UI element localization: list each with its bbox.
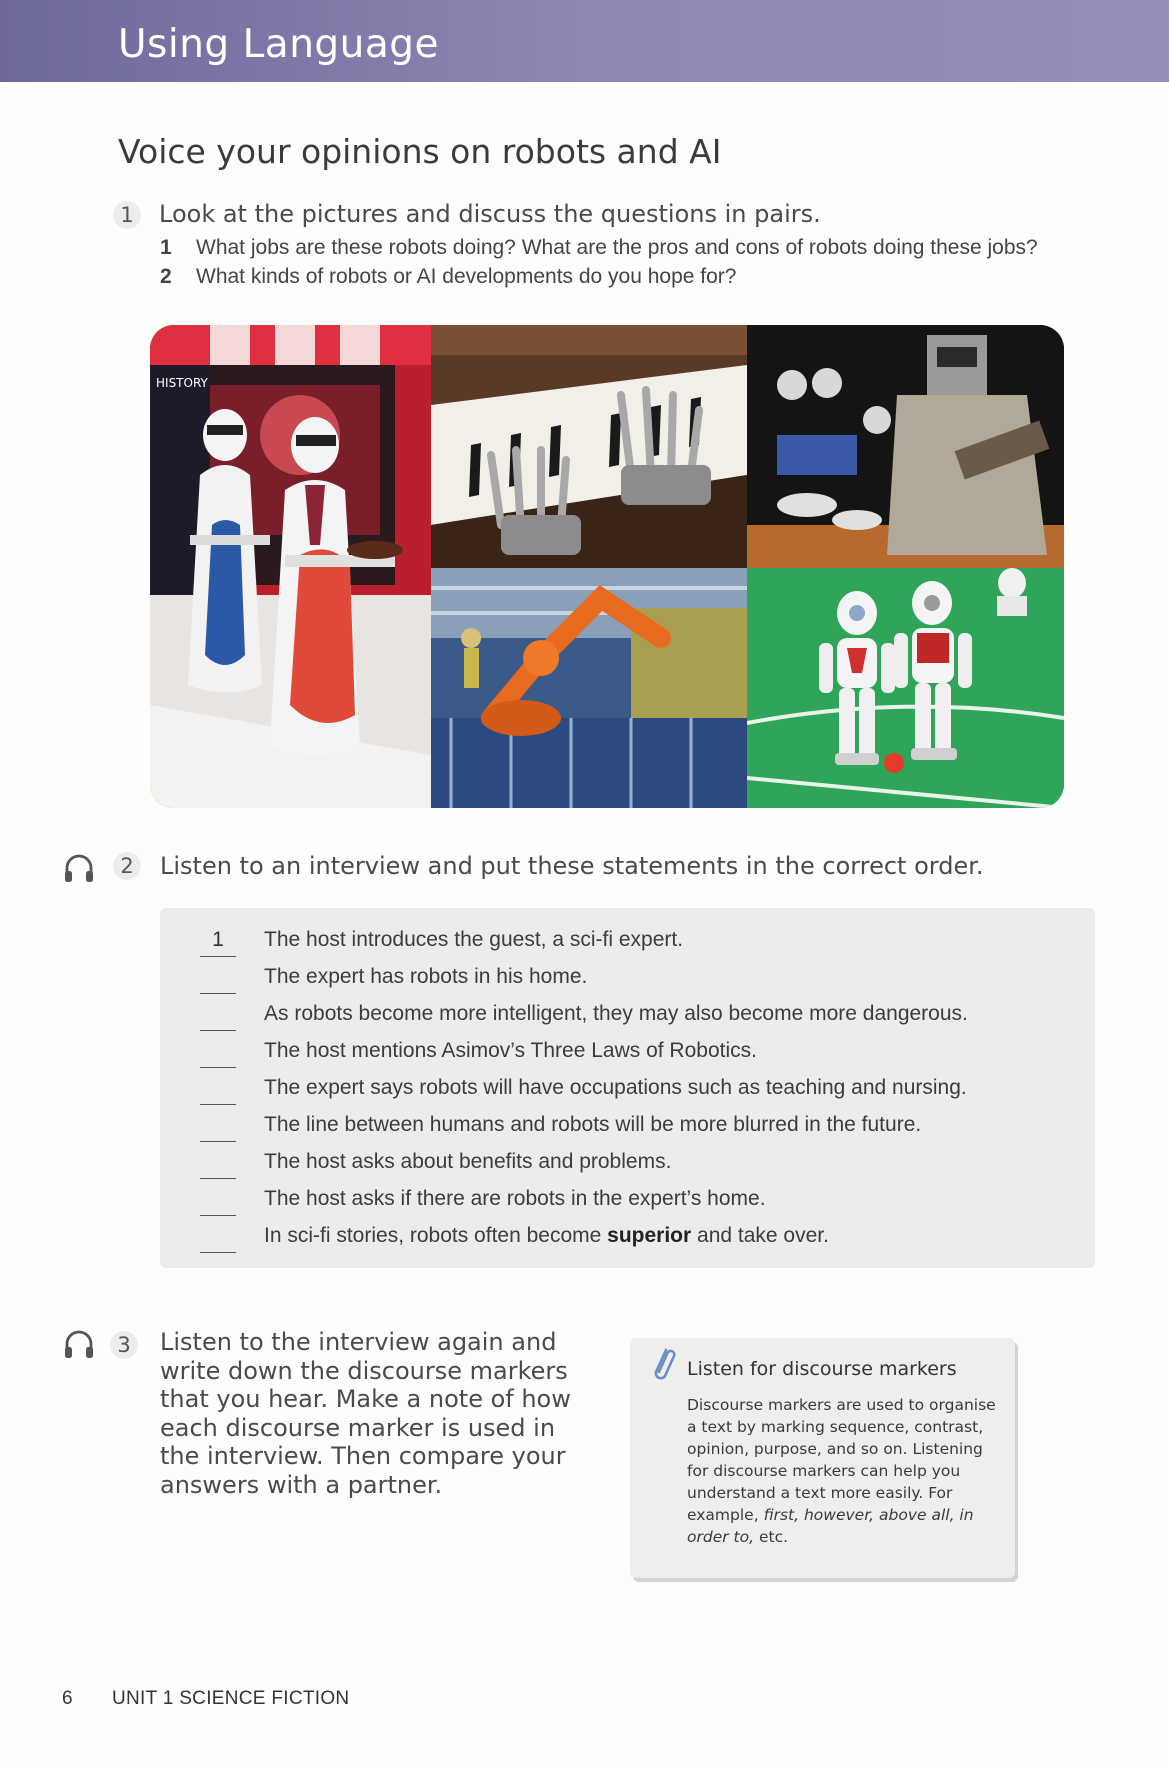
exercise-1-instruction: Look at the pictures and discuss the questions in pairs.	[159, 200, 821, 228]
statement-text: The line between humans and robots will be more blurred in the future.	[264, 1113, 922, 1136]
answer-blank[interactable]	[200, 1039, 236, 1068]
answer-blank[interactable]	[200, 1076, 236, 1105]
question-item	[160, 236, 1038, 260]
tip-box	[630, 1338, 1015, 1578]
statement-order-list	[160, 908, 1095, 1268]
robot-photo-collage	[150, 325, 1064, 808]
statement-text: The host asks if there are robots in the expert’s home.	[264, 1187, 766, 1210]
tip-title: Listen for discourse markers	[687, 1358, 957, 1380]
question-item	[160, 265, 736, 289]
keyword-superior: superior	[607, 1224, 692, 1247]
history-sign: HISTORY	[156, 376, 208, 390]
unit-label: UNIT 1 SCIENCE FICTION	[112, 1688, 350, 1709]
tip-body	[687, 1394, 1005, 1548]
exercise-3-instruction: Listen to the interview again and write down the discourse markers that you hear. Make a note of how each discourse marker is used in the interview. Then compare your answers with a partner.	[160, 1328, 571, 1499]
tip-body-text: Discourse markers are used to organise a text by marking sequence, contrast, opinion, purpose, and so on. Listening for discourse markers can help you understand a text more easily. For example,	[687, 1396, 996, 1524]
question-text: What kinds of robots or AI developments do you hope for?	[196, 265, 737, 288]
headphones-icon[interactable]	[62, 851, 96, 885]
answer-blank[interactable]	[200, 1187, 236, 1216]
banner-title: Using Language	[118, 22, 440, 67]
page-number: 6	[62, 1688, 73, 1709]
statement-text: The expert has robots in his home.	[264, 965, 588, 988]
lesson-title: Voice your opinions on robots and AI	[118, 132, 722, 171]
tip-body-end: etc.	[754, 1528, 789, 1546]
statement-text: As robots become more intelligent, they may also become more dangerous.	[264, 1002, 968, 1025]
statement-text-start: In sci-fi stories, robots often become	[264, 1224, 608, 1247]
answer-blank[interactable]: 1	[200, 928, 236, 957]
exercise-3-number: 3	[110, 1331, 138, 1359]
question-text: What jobs are these robots doing? What are the pros and cons of robots doing these jobs?	[196, 236, 1038, 259]
statement-text: The host asks about benefits and problems.	[264, 1150, 672, 1173]
statement-text: The host mentions Asimov’s Three Laws of Robotics.	[264, 1039, 757, 1062]
waiter-robots-photo	[150, 325, 431, 808]
answer-blank[interactable]	[200, 1113, 236, 1142]
answer-blank[interactable]	[200, 965, 236, 994]
piano-robot-hands-photo	[431, 325, 747, 568]
factory-robot-arm-photo	[431, 568, 747, 808]
exercise-2-instruction: Listen to an interview and put these statements in the correct order.	[160, 852, 984, 880]
answer-blank[interactable]	[200, 1150, 236, 1179]
exercise-2-number: 2	[113, 852, 141, 880]
headphones-icon[interactable]	[62, 1327, 96, 1361]
section-banner	[0, 0, 1169, 82]
statement-text-end: and take over.	[691, 1224, 829, 1247]
answer-blank[interactable]	[200, 1002, 236, 1031]
exercise-1-number: 1	[113, 201, 141, 229]
tip-examples: first, however, above all, in order to,	[687, 1506, 974, 1546]
statement-text: The host introduces the guest, a sci-fi expert.	[264, 928, 684, 951]
paperclip-icon	[648, 1346, 678, 1386]
statement-text	[264, 1224, 829, 1248]
soccer-robots-photo	[747, 568, 1064, 808]
robot-band-photo	[747, 325, 1064, 568]
question-number: 1	[160, 236, 172, 259]
question-number: 2	[160, 265, 172, 288]
answer-blank[interactable]	[200, 1224, 236, 1253]
statement-text: The expert says robots will have occupations such as teaching and nursing.	[264, 1076, 967, 1099]
